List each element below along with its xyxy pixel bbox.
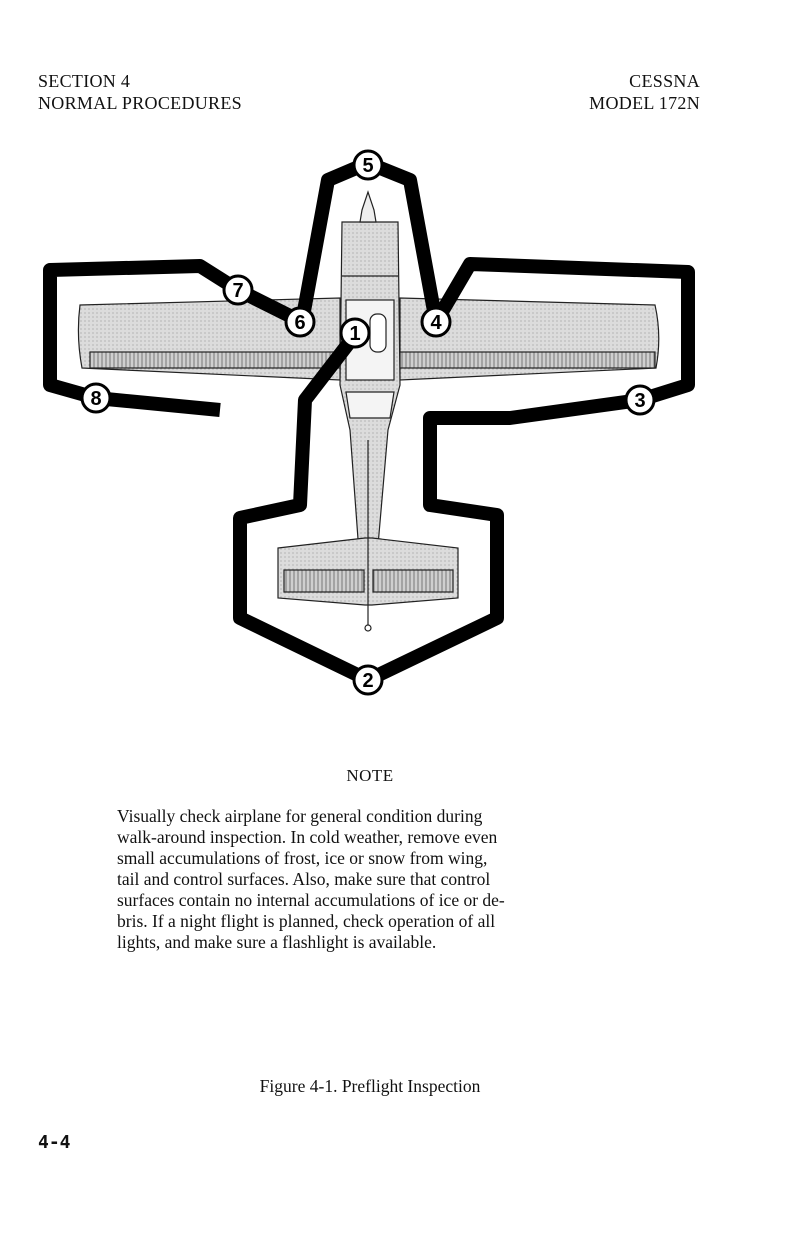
station-badge-6 [286, 308, 314, 336]
path-segment-2-3 [368, 400, 640, 680]
svg-text:4: 4 [430, 312, 442, 334]
preflight-inspection-diagram [0, 140, 792, 710]
station-badge-4 [422, 308, 450, 336]
station-badge-7 [224, 276, 252, 304]
fuel-door [370, 314, 386, 352]
note-title: NOTE [346, 766, 394, 785]
left-elevator [284, 570, 364, 592]
svg-text:5: 5 [362, 155, 374, 177]
model-header [589, 70, 700, 114]
svg-text:7: 7 [232, 280, 244, 302]
station-badge-5 [354, 151, 382, 179]
note-line: bris. If a night flight is planned, check operation of all [117, 911, 496, 931]
station-badge-3 [626, 386, 654, 414]
svg-text:1: 1 [349, 323, 361, 345]
left-flap [90, 352, 340, 368]
figure-caption: Figure 4-1. Preflight Inspection [259, 1076, 481, 1096]
section-label: SECTION 4 [38, 71, 131, 91]
svg-text:8: 8 [90, 388, 102, 410]
note-line: tail and control surfaces. Also, make sure that control [117, 869, 491, 889]
page-number: 4-4 [38, 1132, 71, 1153]
svg-text:2: 2 [362, 670, 374, 692]
note-line: small accumulations of frost, ice or snow from wing, [117, 848, 488, 868]
svg-text:6: 6 [294, 312, 306, 334]
station-badge-8 [82, 384, 110, 412]
note-line: lights, and make sure a flashlight is available. [117, 932, 437, 952]
note-line: walk-around inspection. In cold weather, remove even [117, 827, 498, 847]
note-body [117, 806, 627, 953]
propeller-spinner [360, 192, 376, 222]
model-label: MODEL 172N [589, 93, 700, 113]
section-header [38, 70, 242, 114]
note-line: Visually check airplane for general condition during [117, 806, 483, 826]
note-line: surfaces contain no internal accumulations of ice or de- [117, 890, 505, 910]
right-elevator [373, 570, 453, 592]
station-badge-1 [341, 319, 369, 347]
right-flap [400, 352, 655, 368]
svg-text:3: 3 [634, 390, 646, 412]
manufacturer-label: CESSNA [629, 71, 700, 91]
section-title: NORMAL PROCEDURES [38, 93, 242, 113]
rear-window [346, 392, 394, 418]
station-badge-2 [354, 666, 382, 694]
